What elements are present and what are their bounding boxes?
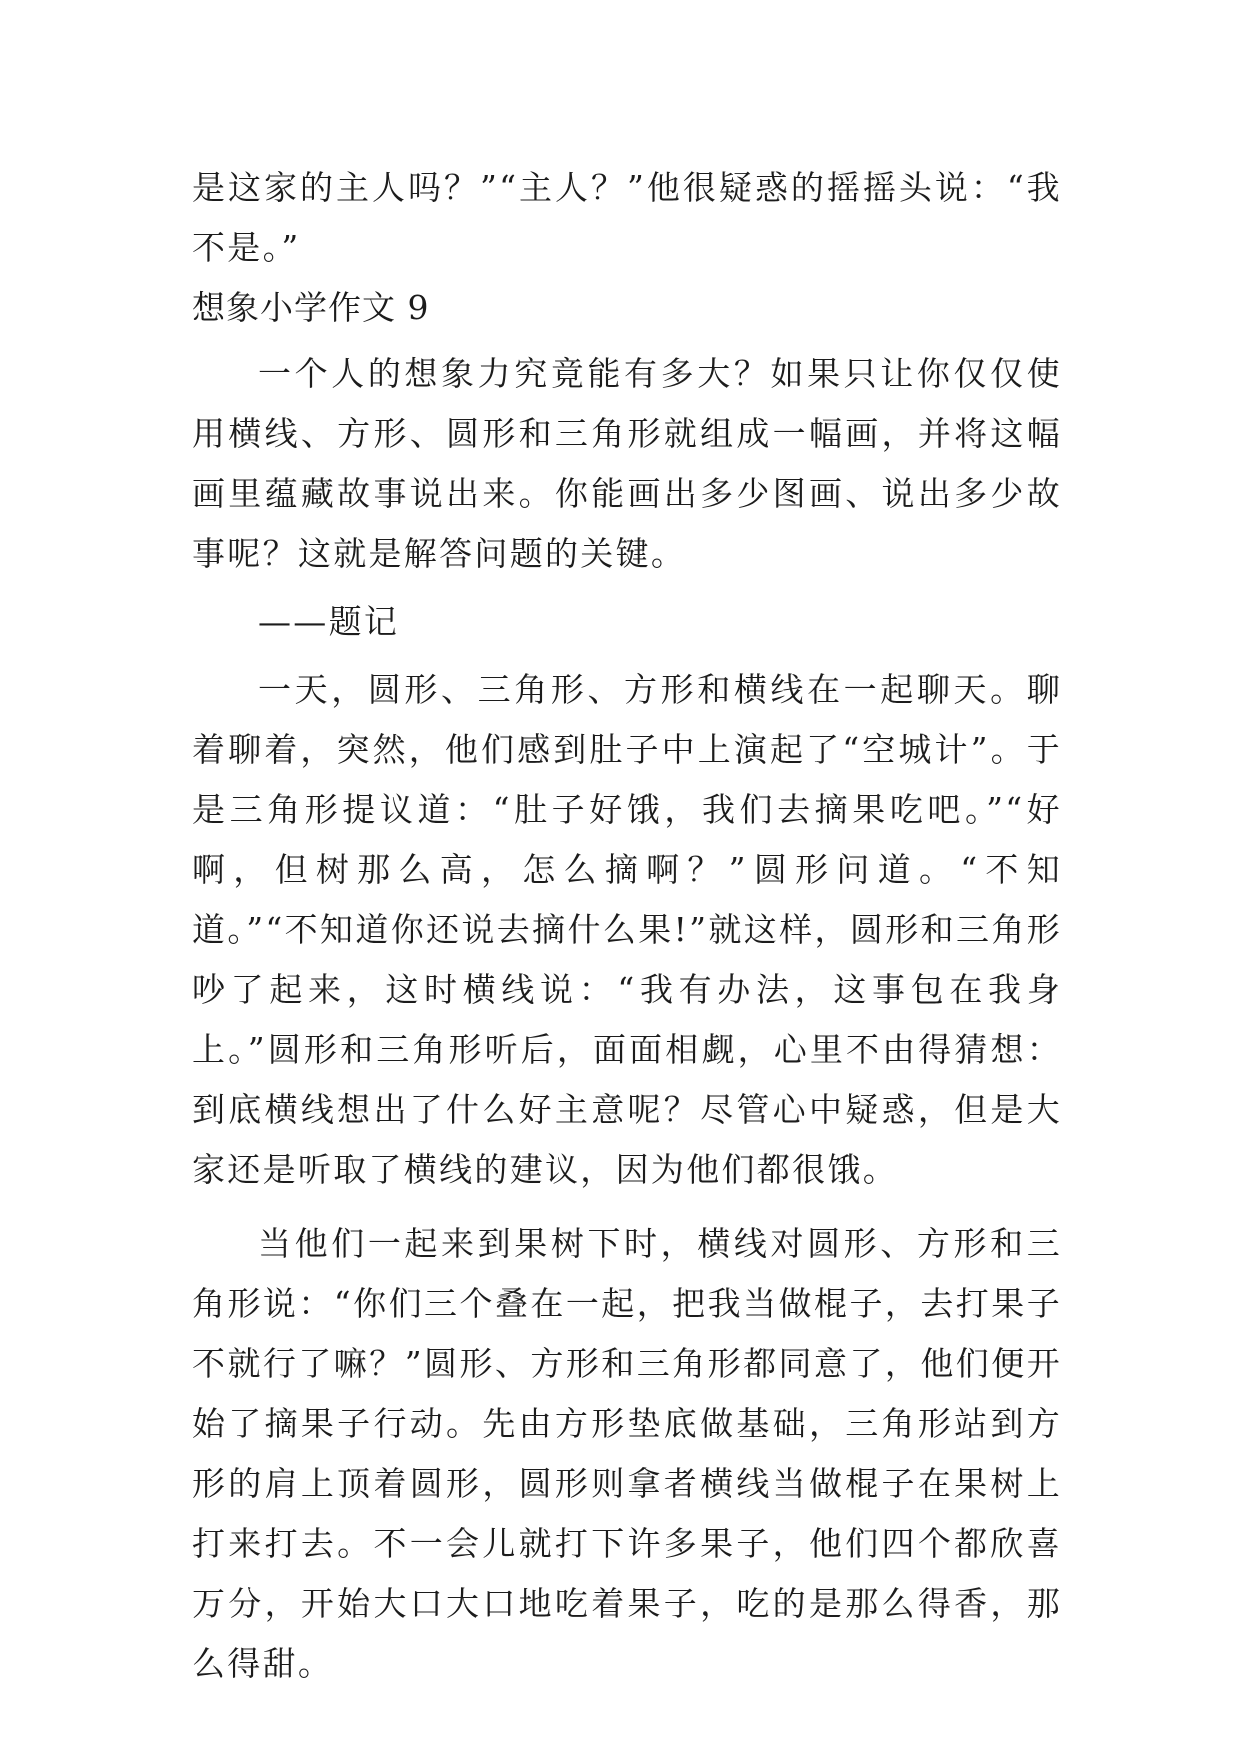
continued-paragraph: 是这家的主人吗？”“主人？”他很疑惑的摇摇头说：“我不是。” bbox=[192, 168, 1062, 267]
intro-paragraph: 一个人的想象力究竟能有多大？如果只让你仅仅使用横线、方形、圆形和三角形就组成一幅画，并将这幅画里蕴藏故事说出来。你能画出多少图画、说出多少故事呢？这就是解答问题的关键。 bbox=[192, 354, 1062, 573]
story-paragraph-2: 当他们一起来到果树下时，横线对圆形、方形和三角形说：“你们三个叠在一起，把我当做棍子，去打果子不就行了嘛？”圆形、方形和三角形都同意了，他们便开始了摘果子行动。先由方形垫底做基础，三角形站到方形的肩上顶着圆形，圆形则拿者横线当做棍子在果树上打来打去。不一会儿就打下许多果子，他们四个都欣喜万分，开始大口大口地吃着果子，吃的是那么得香，那么得甜。 bbox=[192, 1224, 1062, 1683]
story-paragraph-1: 一天，圆形、三角形、方形和横线在一起聊天。聊着聊着，突然，他们感到肚子中上演起了“空城计”。于是三角形提议道：“肚子好饿，我们去摘果吃吧。”“好啊，但树那么高，怎么摘啊？”圆形问道。“不知道。”“不知道你还说去摘什么果!”就这样，圆形和三角形吵了起来，这时横线说：“我有办法，这事包在我身上。”圆形和三角形听后，面面相觑，心里不由得猜想：到底横线想出了什么好主意呢？尽管心中疑惑，但是大家还是听取了横线的建议，因为他们都很饿。 bbox=[192, 670, 1062, 1189]
document-body bbox=[192, 158, 1062, 1694]
section-title: 想象小学作文 9 bbox=[192, 288, 430, 327]
epigraph-attribution: ——题记 bbox=[258, 602, 400, 641]
